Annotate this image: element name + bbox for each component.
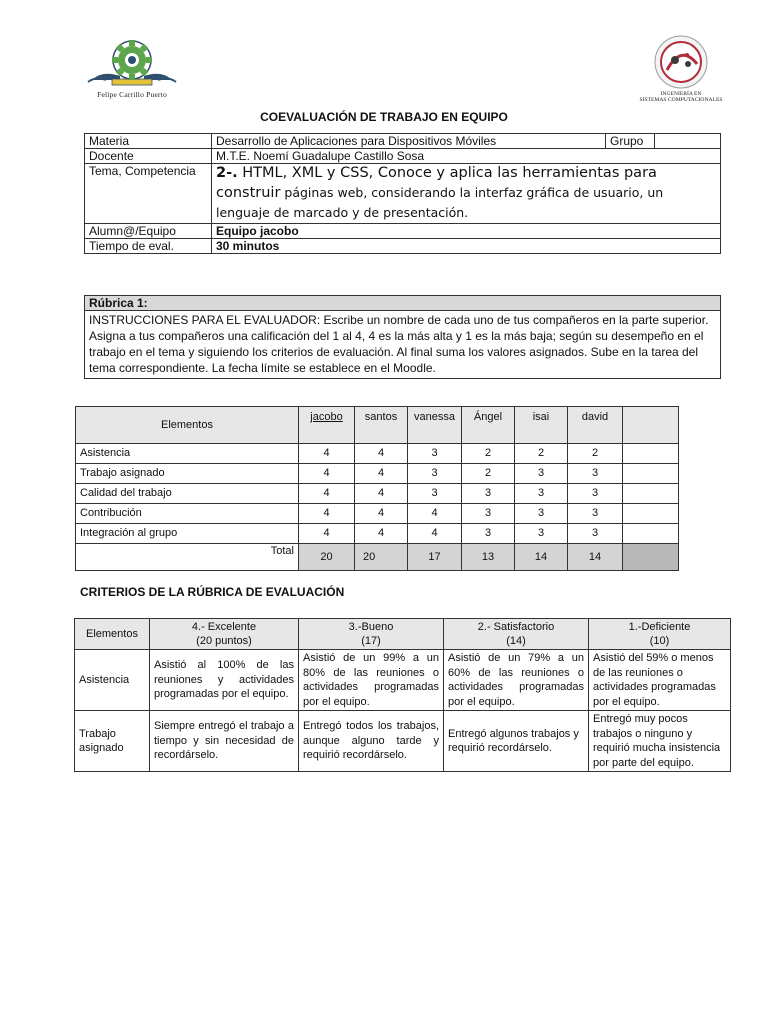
tiempo-label: Tiempo de eval. [85, 239, 212, 254]
program-logo [637, 34, 725, 104]
tiempo-value: 30 minutos [212, 239, 721, 254]
grades-row: Calidad del trabajo 4 4 3 3 3 3 [76, 484, 679, 504]
materia-label: Materia [85, 134, 212, 149]
level-excelente: 4.- Excelente (20 puntos) [150, 619, 299, 650]
student-vanessa: vanessa [408, 407, 462, 444]
student-santos: santos [355, 407, 408, 444]
program-name: INGENIERÍA EN SISTEMAS COMPUTACIONALES [639, 91, 723, 103]
tema-value: 2-. HTML, XML y CSS, Conoce y aplica las herramientas para construir páginas web, considerando la interfaz gráfica de usuario, un lenguaje de marcado y de presentación. [212, 164, 721, 224]
total-label: Total [76, 544, 299, 571]
criteria-row: Trabajo asignado Siempre entregó el trabajo a tiempo y sin necesidad de recordárselo. Entregó todos los trabajos, aunque alguno tarde y requirió recordárselo. Entregó algunos trabajos y requirió recordárselo. Entregó muy pocos trabajos o ninguno y requirió mucha insistencia por parte del equipo. [75, 711, 731, 772]
criteria-row: Asistencia Asistió al 100% de las reuniones y actividades programadas por el equipo. Asistió de un 99% a un 80% de las reuniones o actividades programadas por el equipo. Asistió de un 79% a un 60% de las reuniones o actividades programadas por el equipo. Asistió del 59% o menos de las reuniones o actividades programadas por el equipo. [75, 650, 731, 711]
grades-header-blank [623, 407, 679, 444]
alumno-value: Equipo jacobo [212, 224, 721, 239]
criteria-title: CRITERIOS DE LA RÚBRICA DE EVALUACIÓN [80, 585, 345, 599]
student-jacobo: jacobo [299, 407, 355, 444]
tema-label: Tema, Competencia [85, 164, 212, 224]
document-title: COEVALUACIÓN DE TRABAJO EN EQUIPO [260, 110, 508, 124]
grades-row: Trabajo asignado 4 4 3 2 3 3 [76, 464, 679, 484]
grades-row: Integración al grupo 4 4 4 3 3 3 [76, 524, 679, 544]
grupo-label: Grupo [606, 134, 655, 149]
program-seal-icon [637, 34, 725, 90]
grades-table [75, 406, 679, 571]
docente-value: M.T.E. Noemí Guadalupe Castillo Sosa [212, 149, 721, 164]
criteria-table [74, 618, 731, 772]
level-deficiente: 1.-Deficiente (10) [589, 619, 731, 650]
grades-row: Asistencia 4 4 3 2 2 2 [76, 444, 679, 464]
rubric-instructions [84, 295, 721, 379]
grades-total-row: Total 20 20 17 13 14 14 [76, 544, 679, 571]
student-isai: isai [515, 407, 568, 444]
criteria-header-elementos: Elementos [75, 619, 150, 650]
materia-value: Desarrollo de Aplicaciones para Dispositivos Móviles [212, 134, 606, 149]
student-david: david [568, 407, 623, 444]
student-angel: Ángel [462, 407, 515, 444]
rubric-text: INSTRUCCIONES PARA EL EVALUADOR: Escribe un nombre de cada uno de tus compañeros en la parte superior. Asigna a tus compañeros una calificación del 1 al 4, 4 es la más alta y 1 es la más baja; según su desempeño en el trabajo en el tema y siguiendo los criterios de evaluación. Al final suma los valores asignados. Sube en la tarea del tema correspondiente. La fecha límite se establece en el Moodle. [85, 311, 721, 379]
level-bueno: 3.-Bueno (17) [299, 619, 444, 650]
course-info-table [84, 133, 721, 254]
grades-row: Contribución 4 4 4 3 3 3 [76, 504, 679, 524]
level-satisfactorio: 2.- Satisfactorio (14) [444, 619, 589, 650]
alumno-label: Alumn@/Equipo [85, 224, 212, 239]
rubric-title: Rúbrica 1: [85, 296, 721, 311]
grades-header-elementos: Elementos [76, 407, 299, 444]
institution-name: Felipe Carrillo Puerto [97, 90, 167, 99]
gear-emblem-icon [82, 36, 182, 90]
docente-label: Docente [85, 149, 212, 164]
institution-logo [82, 36, 182, 102]
grupo-value [655, 134, 721, 149]
